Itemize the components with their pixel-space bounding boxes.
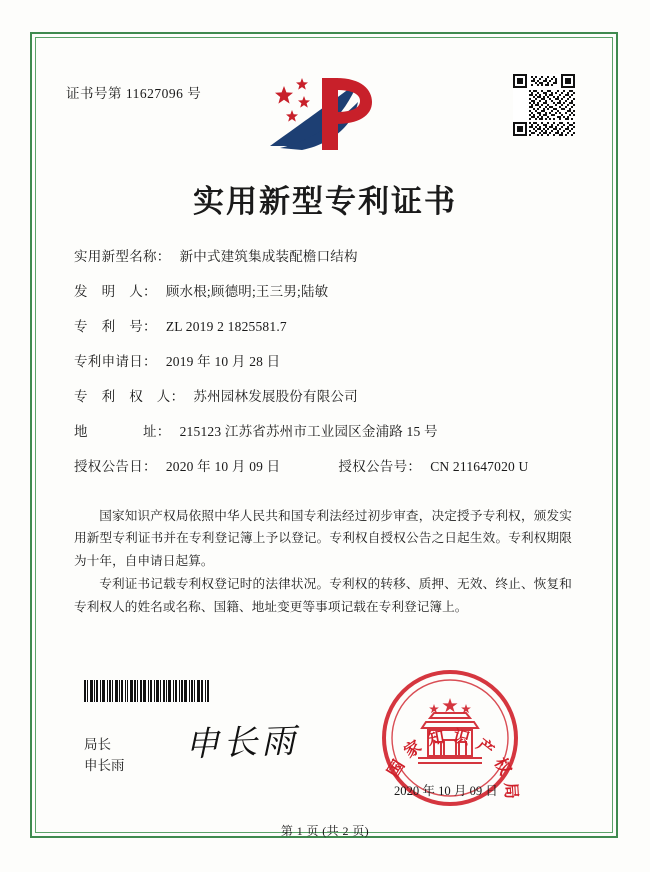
certificate-number: 证书号第 11627096 号 bbox=[66, 86, 202, 101]
field-row-address bbox=[74, 423, 574, 441]
director-role-label: 局长 bbox=[84, 737, 111, 752]
field-label: 专 利 权 人： bbox=[74, 389, 185, 405]
field-value-grant-date: 2020 年 10 月 09 日 bbox=[165, 459, 281, 475]
page-footer: 第 1 页 (共 2 页) bbox=[280, 824, 370, 838]
field-value: 新中式建筑集成装配檐口结构 bbox=[179, 249, 358, 264]
paragraph-1: 国家知识产权局依照中华人民共和国专利法经过初步审查，决定授予专利权，颁发实用新型专利证书并在专利登记簿上予以登记。专利权自授权公告之日起生效。专利权期限为十年，自申请日起算。 bbox=[74, 509, 572, 568]
seal-date: 2020 年 10 月 09 日 bbox=[394, 784, 498, 798]
field-value-grant-no: CN 211647020 U bbox=[430, 459, 529, 475]
field-row-application-date bbox=[74, 353, 574, 371]
director-name-label: 申长雨 bbox=[84, 757, 125, 773]
field-row-patent-no bbox=[74, 318, 574, 336]
paragraph-2: 专利证书记载专利权登记时的法律状况。专利权的转移、质押、无效、终止、恢复和专利权人的姓名或名称、国籍、地址变更等事项记载在专利登记簿上。 bbox=[74, 577, 572, 614]
field-row-name bbox=[74, 248, 574, 266]
signature-labels bbox=[84, 735, 125, 777]
field-value: 顾水根;顾德明;王三男;陆敏 bbox=[165, 284, 329, 300]
page-title: 实用新型专利证书 bbox=[193, 184, 457, 220]
field-value: 2019 年 10 月 28 日 bbox=[165, 354, 281, 370]
field-label: 专利申请日： bbox=[74, 354, 157, 370]
field-row-grant bbox=[74, 458, 574, 476]
field-label: 实用新型名称： bbox=[74, 249, 171, 264]
field-label: 专 利 号： bbox=[74, 319, 157, 335]
seal-text: 国家知识产权局 bbox=[383, 726, 522, 807]
certificate-fields bbox=[74, 248, 574, 493]
field-label-grant-no: 授权公告号： bbox=[338, 459, 422, 475]
legal-text bbox=[74, 505, 572, 619]
field-row-inventors bbox=[74, 283, 574, 301]
barcode-icon bbox=[84, 680, 254, 702]
cnipa-logo-icon bbox=[262, 72, 380, 158]
field-value: ZL 2019 2 1825581.7 bbox=[165, 319, 287, 335]
field-row-patentee bbox=[74, 388, 574, 406]
field-value: 215123 江苏省苏州市工业园区金浦路 15 号 bbox=[179, 424, 438, 440]
field-label-grant-date: 授权公告日： bbox=[74, 459, 157, 475]
field-label: 地 址： bbox=[74, 424, 171, 440]
field-value: 苏州园林发展股份有限公司 bbox=[193, 389, 358, 405]
qr-code-icon bbox=[513, 74, 575, 136]
field-label: 发 明 人： bbox=[74, 284, 157, 300]
handwritten-signature: 申长雨 bbox=[184, 721, 300, 765]
